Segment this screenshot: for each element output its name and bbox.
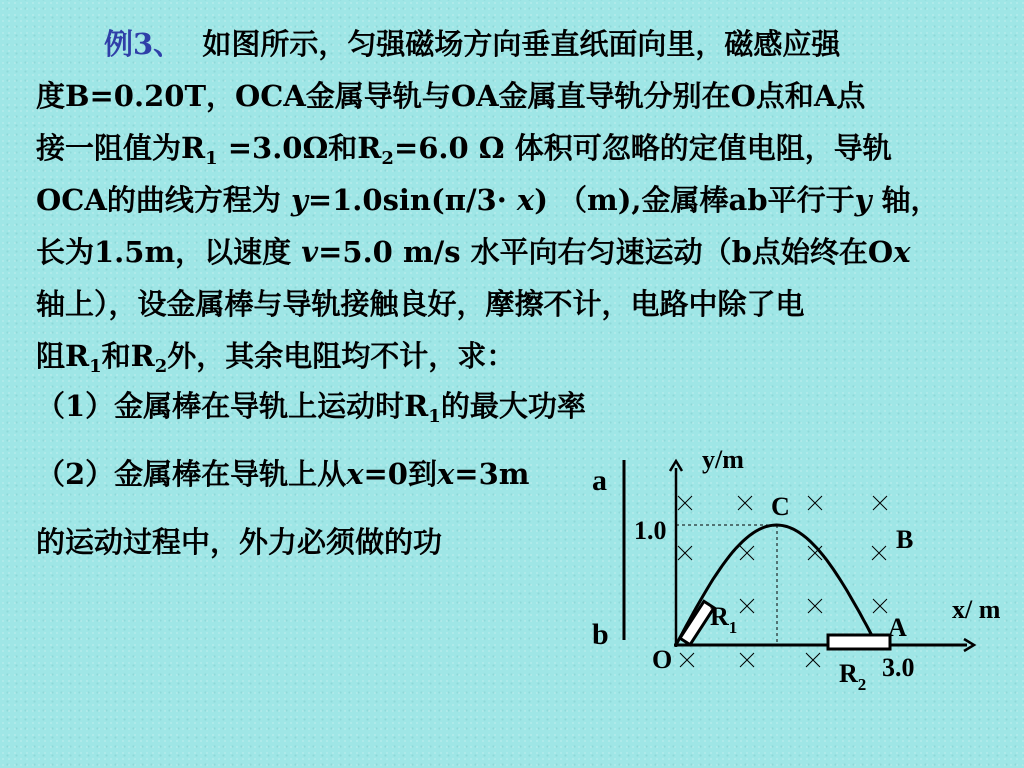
question-1: （1）金属棒在导轨上运动时$R_1$的最大功率 bbox=[36, 389, 586, 427]
rod-end-a-label: a bbox=[592, 464, 607, 497]
x-axis-label: x/ m bbox=[952, 595, 1001, 624]
question-2: （2）金属棒在导轨上从x=0到x=3m bbox=[36, 457, 530, 491]
r1-label: $R_1$ bbox=[710, 602, 738, 637]
point-a-label: A bbox=[888, 613, 907, 642]
x-tick-label: 3.0 bbox=[882, 653, 915, 682]
problem-line-2: 度B=0.20T，OCA金属导轨与OA金属直导轨分别在O点和A点 bbox=[36, 79, 866, 113]
point-c-label: C bbox=[771, 492, 790, 521]
r2-label: $R_2$ bbox=[839, 659, 867, 694]
question-2-continued: 的运动过程中，外力必须做的功 bbox=[36, 525, 443, 559]
resistor-r2 bbox=[828, 635, 890, 649]
y-tick-label: 1.0 bbox=[634, 516, 667, 545]
problem-line-5: 长为1.5m，以速度 v=5.0 m/s 水平向右匀速运动（b点始终在Ox bbox=[36, 235, 911, 269]
problem-line-3: 接一阻值为$R_1 =3.0\Omega$和$R_2=6.0$ Ω 体积可忽略的定值电阻，导轨 bbox=[36, 131, 892, 169]
circuit-diagram bbox=[580, 440, 1020, 700]
problem-text bbox=[36, 18, 976, 382]
field-b-label: B bbox=[896, 525, 914, 554]
problem-line-4: OCA的曲线方程为 y=1.0sin(π/3· x) （m),金属棒ab平行于y 轴， bbox=[36, 183, 940, 217]
y-axis-label: y/m bbox=[702, 445, 744, 474]
problem-line-6: 轴上），设金属棒与导轨接触良好，摩擦不计，电路中除了电 bbox=[36, 287, 805, 321]
example-label: 例3、 bbox=[104, 27, 183, 61]
problem-line-1: 例3、 如图所示，匀强磁场方向垂直纸面向里，磁感应强 bbox=[104, 27, 841, 61]
rod-end-b-label: b bbox=[592, 618, 609, 651]
origin-o-label: O bbox=[652, 645, 673, 674]
problem-line-7: 阻$R_1$和$R_2$外，其余电阻均不计，求： bbox=[36, 339, 516, 377]
